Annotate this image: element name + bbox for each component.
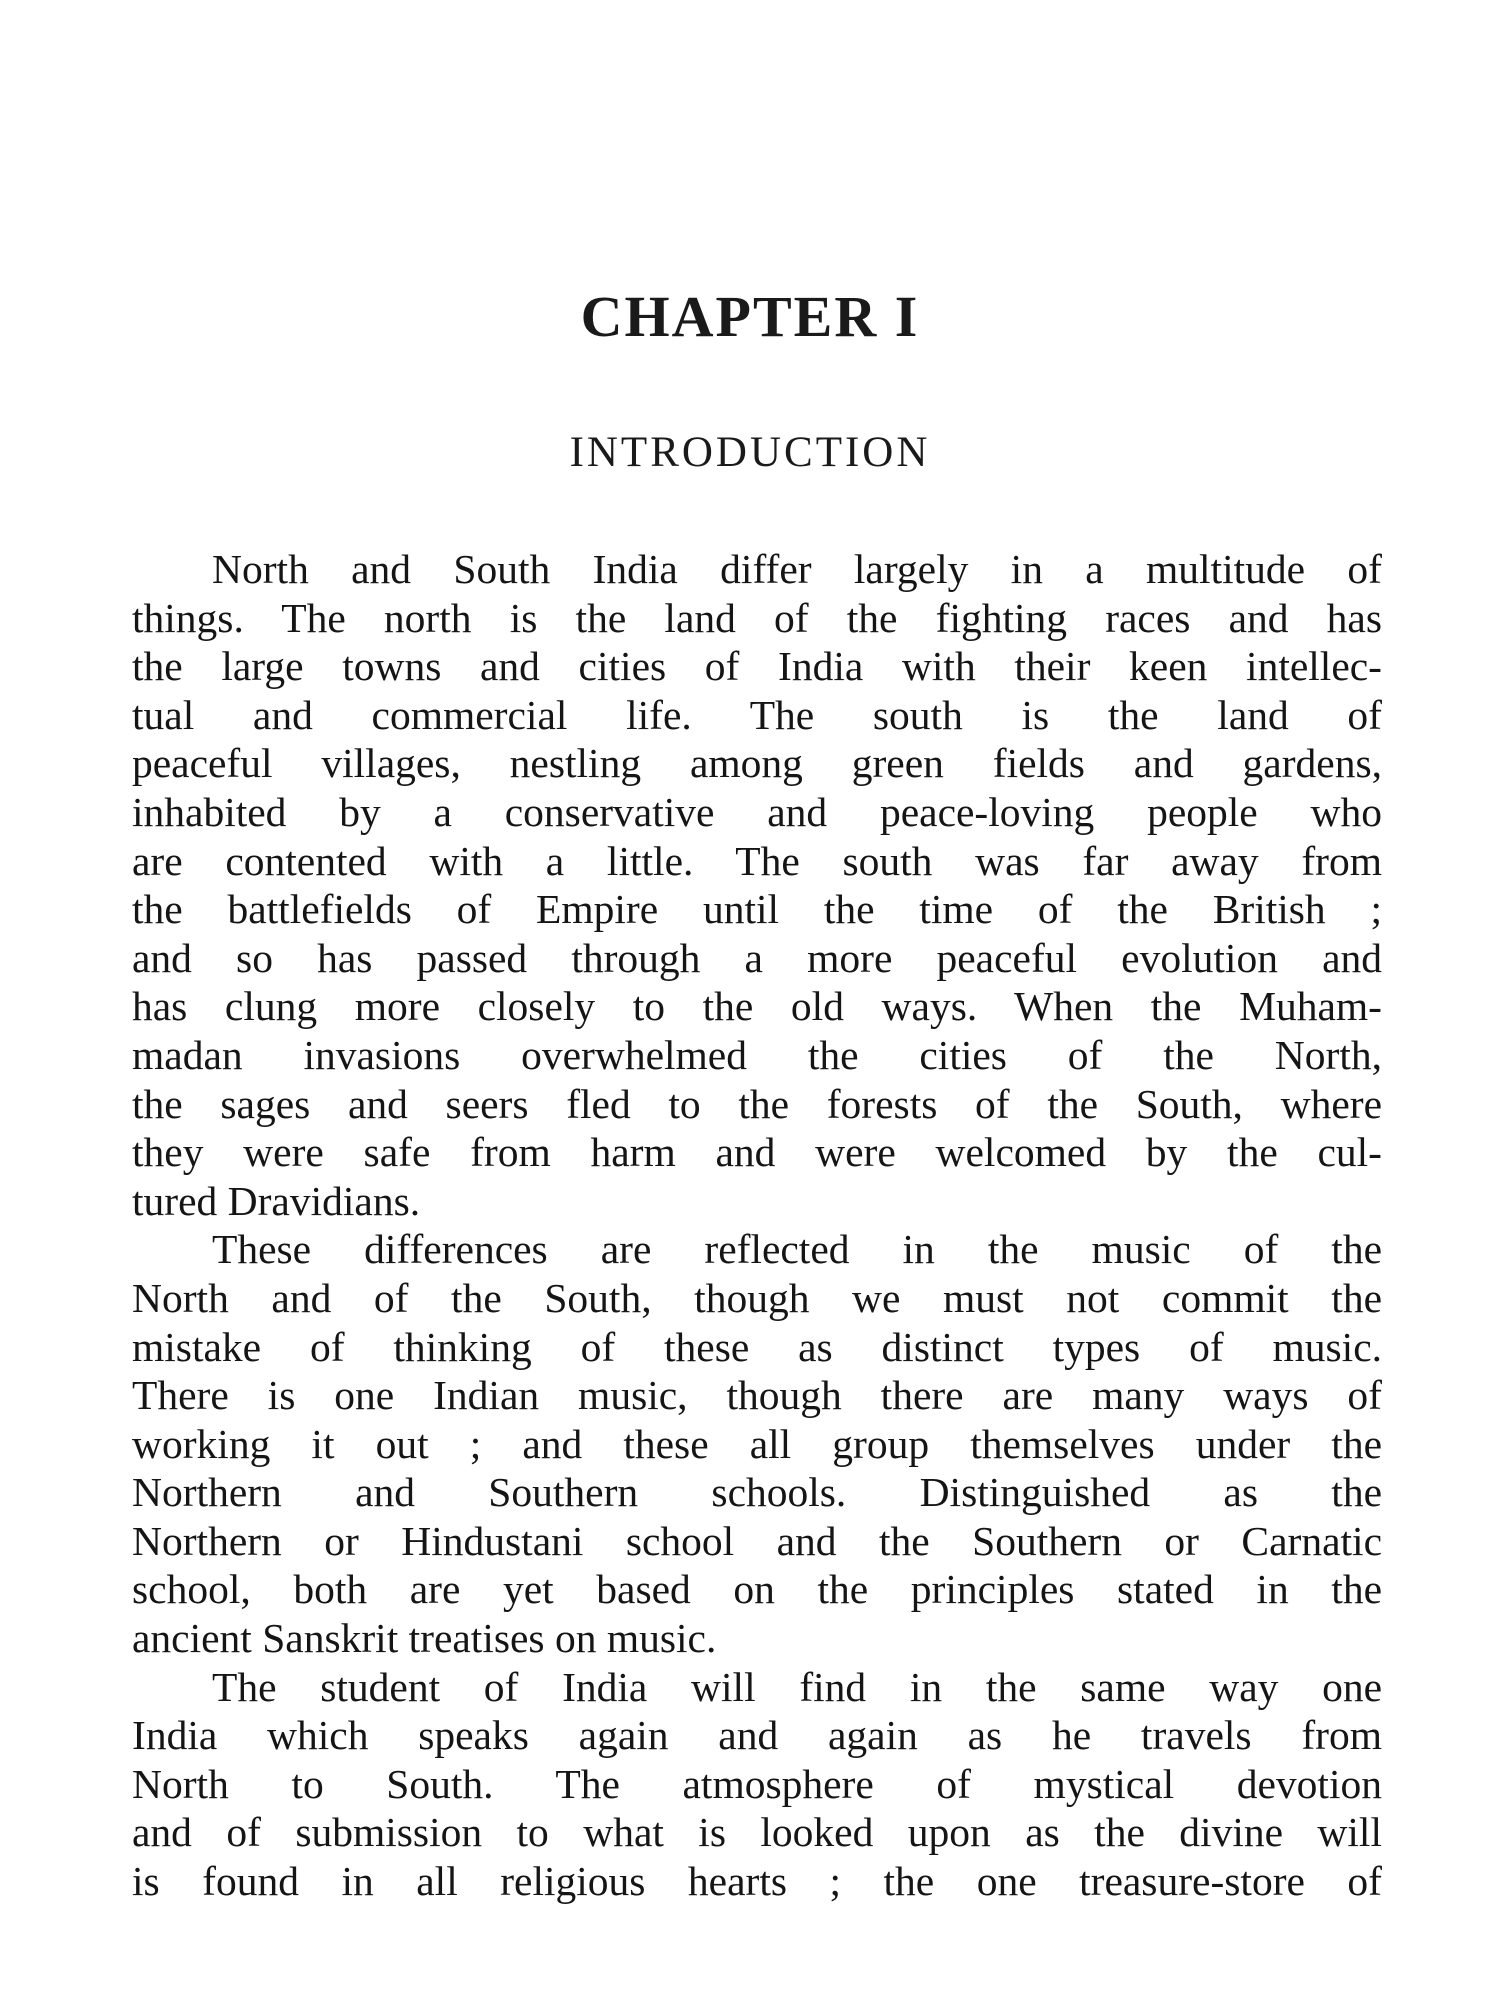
text-line: is found in all religious hearts ; the one treasure-store of [132,1858,1382,1905]
text-line: The student of India will find in the same way one [212,1663,1382,1710]
text-line: they were safe from harm and were welcomed by the cul- [132,1129,1382,1176]
text-line: things. The north is the land of the fighting races and has [132,594,1382,641]
text-line: North and of the South, though we must not commit the [132,1274,1382,1321]
text-line: the large towns and cities of India with their keen intellec- [132,643,1382,690]
text-line: mistake of thinking of these as distinct types of music. [132,1323,1382,1370]
section-title: INTRODUCTION [569,429,931,476]
text-line: school, both are yet based on the principles stated in the [132,1566,1382,1613]
text-line: India which speaks again and again as he travels from [132,1712,1382,1759]
text-line: inhabited by a conservative and peace-loving people who [132,788,1382,835]
text-line: tured Dravidians. [132,1177,421,1224]
text-line: are contented with a little. The south was far away from [132,837,1382,884]
chapter-heading: CHAPTER I [580,284,920,349]
text-line: and of submission to what is looked upon as the divine will [132,1809,1382,1856]
text-line: There is one Indian music, though there are many ways of [132,1372,1382,1419]
text-line: the battlefields of Empire until the time of the British ; [132,886,1382,933]
text-line: Northern and Southern schools. Distinguished as the [132,1469,1382,1516]
text-line: the sages and seers fled to the forests of the South, where [132,1080,1382,1127]
text-line: tual and commercial life. The south is the land of [132,691,1382,738]
text-line: and so has passed through a more peaceful evolution and [132,934,1382,981]
body-text [132,545,1382,1906]
text-line: Northern or Hindustani school and the Southern or Carnatic [132,1517,1382,1564]
text-line: North to South. The atmosphere of mystical devotion [132,1760,1382,1807]
text-line: has clung more closely to the old ways. When the Muham- [132,983,1382,1030]
text-line: working it out ; and these all group themselves under the [132,1420,1382,1467]
text-line: ancient Sanskrit treatises on music. [132,1615,717,1662]
text-line: madan invasions overwhelmed the cities of the North, [132,1031,1382,1078]
text-line: North and South India differ largely in a multitude of [212,546,1382,592]
text-line: peaceful villages, nestling among green fields and gardens, [132,740,1382,787]
text-line: These differences are reflected in the music of the [212,1226,1382,1273]
